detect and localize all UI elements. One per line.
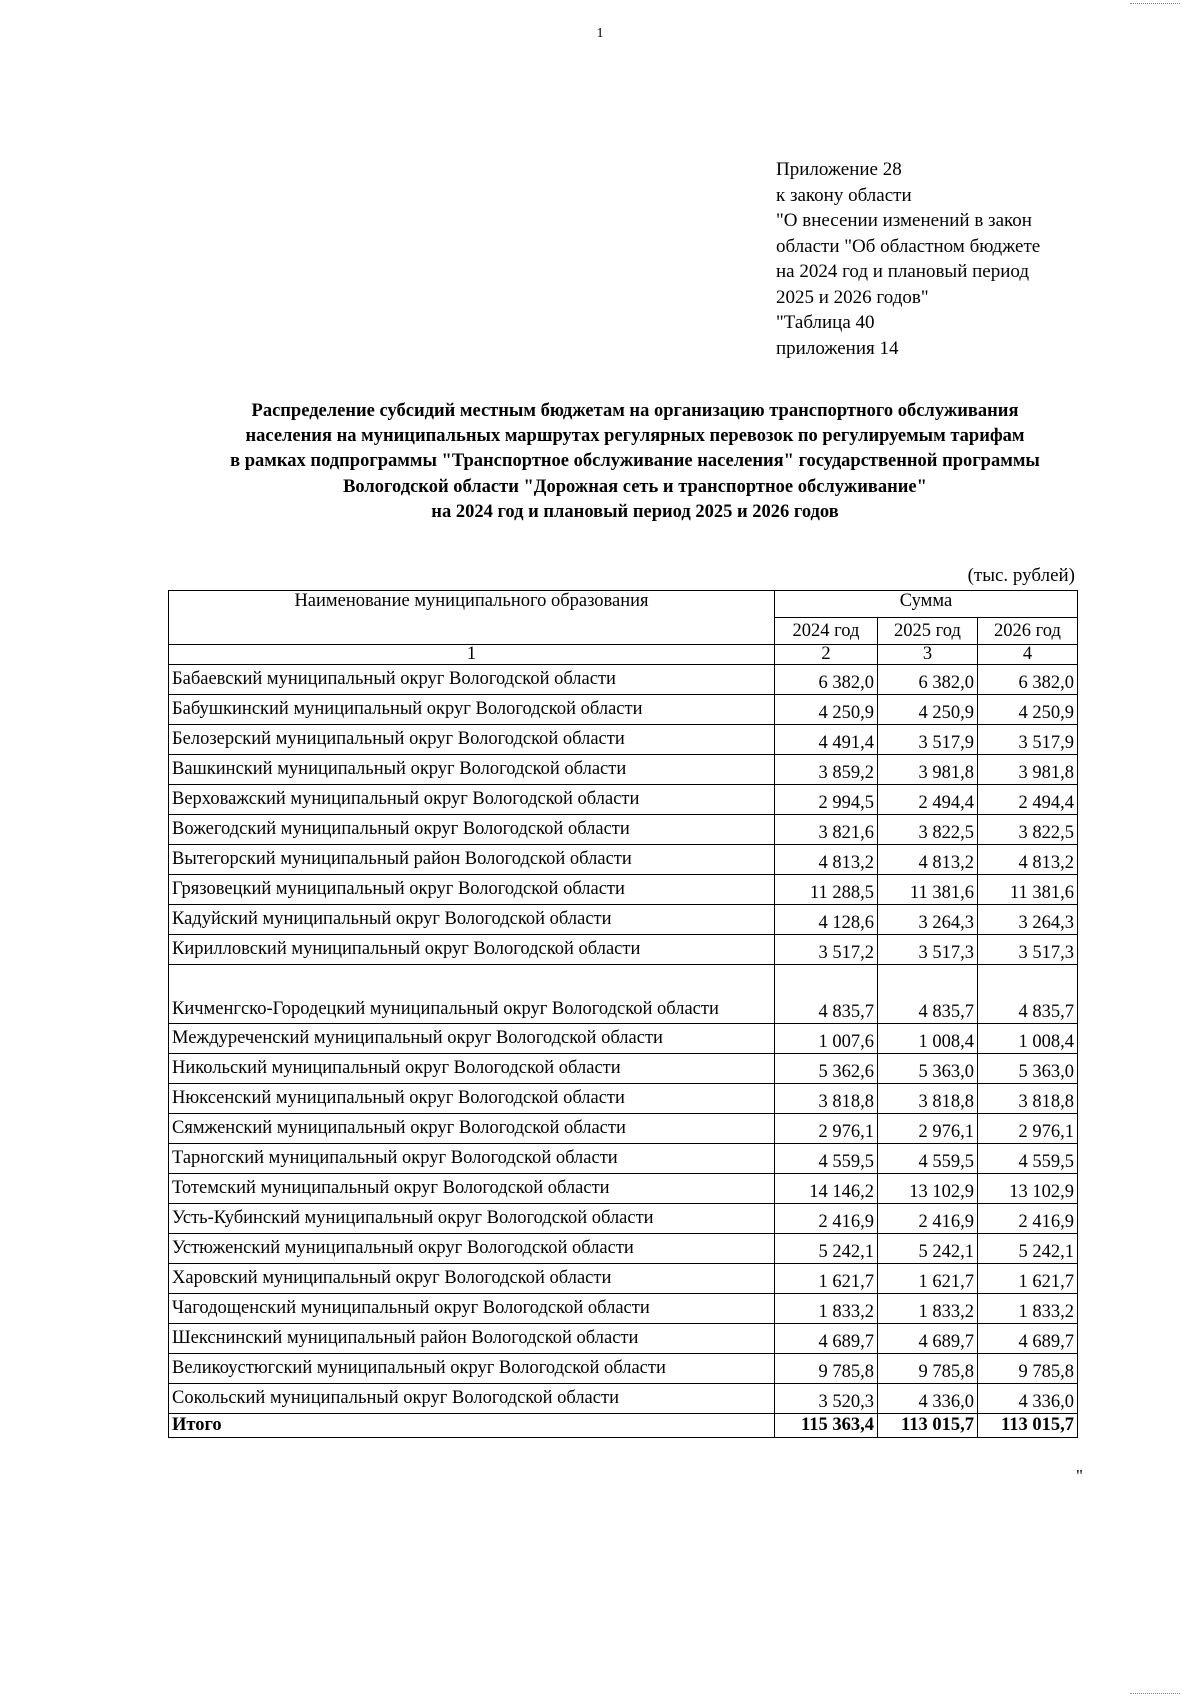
value-2026: 3 264,3 [978,905,1078,935]
value-2025: 3 517,3 [878,935,978,965]
header-sum: Сумма [775,591,1078,618]
municipality-name: Шекснинский муниципальный район Вологодской области [169,1324,775,1354]
scan-edge-mark-top [1130,0,1180,4]
value-2024: 2 994,5 [775,785,878,815]
table-row [169,725,1078,755]
value-2025: 2 494,4 [878,785,978,815]
header-name: Наименование муниципального образования [169,591,775,645]
value-2026: 11 381,6 [978,875,1078,905]
municipality-name: Кадуйский муниципальный округ Вологодской области [169,905,775,935]
value-2025: 4 835,7 [878,965,978,1024]
value-2024: 1 007,6 [775,1024,878,1054]
value-2025: 4 689,7 [878,1324,978,1354]
municipality-name: Верховажский муниципальный округ Вологодской области [169,785,775,815]
value-2026: 4 250,9 [978,695,1078,725]
value-2024: 4 491,4 [775,725,878,755]
table-row [169,695,1078,725]
subsidy-table [168,590,1078,1438]
column-number: 4 [978,645,1078,665]
table-row [169,1144,1078,1174]
value-2025: 5 242,1 [878,1234,978,1264]
value-2025: 1 621,7 [878,1264,978,1294]
municipality-name: Тарногский муниципальный округ Вологодской области [169,1144,775,1174]
table-row [169,1384,1078,1414]
value-2026: 13 102,9 [978,1174,1078,1204]
value-2024: 4 559,5 [775,1144,878,1174]
value-2025: 9 785,8 [878,1354,978,1384]
appendix-line: Приложение 28 [776,159,902,180]
value-2026: 3 981,8 [978,755,1078,785]
table-total-row [169,1414,1078,1438]
value-2024: 11 288,5 [775,875,878,905]
total-2024: 115 363,4 [775,1414,878,1438]
table-row [169,1024,1078,1054]
table-row [169,785,1078,815]
value-2025: 1 833,2 [878,1294,978,1324]
value-2026: 3 517,3 [978,935,1078,965]
value-2026: 1 621,7 [978,1264,1078,1294]
table-row [169,845,1078,875]
table-row [169,1354,1078,1384]
value-2024: 4 250,9 [775,695,878,725]
value-2025: 4 559,5 [878,1144,978,1174]
total-label: Итого [169,1414,775,1438]
column-number: 1 [169,645,775,665]
municipality-name: Харовский муниципальный округ Вологодской области [169,1264,775,1294]
value-2024: 4 128,6 [775,905,878,935]
value-2025: 4 336,0 [878,1384,978,1414]
units-label: (тыс. рублей) [967,565,1075,586]
appendix-line: области "Об областном бюджете [776,235,1041,257]
value-2025: 3 981,8 [878,755,978,785]
table-row [169,1204,1078,1234]
value-2026: 4 336,0 [978,1384,1078,1414]
value-2025: 4 250,9 [878,695,978,725]
table-header-row [169,591,1078,618]
appendix-line: к закону области [776,184,912,206]
title-line: в рамках подпрограммы "Транспортное обслуживание населения" государственной программы [230,451,1040,472]
value-2024: 4 835,7 [775,965,878,1024]
municipality-name: Кичменгско-Городецкий муниципальный округ Вологодской области [169,965,775,1024]
table-row [169,905,1078,935]
appendix-line: 2025 и 2026 годов" [776,286,929,308]
value-2026: 4 835,7 [978,965,1078,1024]
table-body [169,665,1078,1414]
title-line: Вологодской области "Дорожная сеть и транспортное обслуживание" [343,476,927,497]
value-2025: 13 102,9 [878,1174,978,1204]
municipality-name: Великоустюгский муниципальный округ Вологодской области [169,1354,775,1384]
value-2026: 3 517,9 [978,725,1078,755]
scan-edge-mark-bottom [1130,1693,1180,1697]
value-2025: 6 382,0 [878,665,978,695]
value-2026: 2 416,9 [978,1204,1078,1234]
value-2025: 1 008,4 [878,1024,978,1054]
value-2024: 1 833,2 [775,1294,878,1324]
table-row [169,965,1078,1024]
value-2024: 6 382,0 [775,665,878,695]
table-row [169,665,1078,695]
table-row [169,815,1078,845]
appendix-reference [776,157,1136,361]
table-row [169,1174,1078,1204]
municipality-name: Сямженский муниципальный округ Вологодской области [169,1114,775,1144]
title-line: населения на муниципальных маршрутах регулярных перевозок по регулируемым тарифам [245,426,1025,447]
total-2025: 113 015,7 [878,1414,978,1438]
value-2024: 3 818,8 [775,1084,878,1114]
value-2024: 3 859,2 [775,755,878,785]
value-2026: 4 559,5 [978,1144,1078,1174]
title-line: на 2024 год и плановый период 2025 и 2026 годов [431,501,839,522]
table-row [169,935,1078,965]
title-line: Распределение субсидий местным бюджетам на организацию транспортного обслуживания [251,401,1019,421]
table-row [169,1264,1078,1294]
value-2026: 9 785,8 [978,1354,1078,1384]
value-2025: 5 363,0 [878,1054,978,1084]
table-row [169,1234,1078,1264]
municipality-name: Вашкинский муниципальный округ Вологодской области [169,755,775,785]
appendix-line: на 2024 год и плановый период [776,261,1030,282]
municipality-name: Междуреченский муниципальный округ Вологодской области [169,1024,775,1054]
total-2026: 113 015,7 [978,1414,1078,1438]
page-number: 1 [596,26,604,41]
value-2024: 4 689,7 [775,1324,878,1354]
value-2024: 4 813,2 [775,845,878,875]
value-2025: 3 818,8 [878,1084,978,1114]
municipality-name: Белозерский муниципальный округ Вологодской области [169,725,775,755]
value-2026: 4 813,2 [978,845,1078,875]
header-year-2025: 2025 год [878,618,978,645]
value-2025: 2 976,1 [878,1114,978,1144]
municipality-name: Усть-Кубинский муниципальный округ Вологодской области [169,1204,775,1234]
municipality-name: Чагодощенский муниципальный округ Вологодской области [169,1294,775,1324]
document-title [0,399,1200,525]
value-2026: 5 242,1 [978,1234,1078,1264]
value-2025: 4 813,2 [878,845,978,875]
value-2024: 3 821,6 [775,815,878,845]
value-2026: 2 976,1 [978,1114,1078,1144]
appendix-line: приложения 14 [776,337,899,359]
value-2026: 6 382,0 [978,665,1078,695]
value-2025: 3 264,3 [878,905,978,935]
value-2024: 14 146,2 [775,1174,878,1204]
municipality-name: Бабаевский муниципальный округ Вологодской области [169,665,775,695]
value-2025: 3 517,9 [878,725,978,755]
table-row [169,875,1078,905]
table-row [169,1054,1078,1084]
value-2026: 1 833,2 [978,1294,1078,1324]
closing-quote: " [1076,1466,1083,1485]
value-2024: 3 517,2 [775,935,878,965]
header-year-2026: 2026 год [978,618,1078,645]
municipality-name: Кирилловский муниципальный округ Вологодской области [169,935,775,965]
value-2026: 4 689,7 [978,1324,1078,1354]
value-2024: 1 621,7 [775,1264,878,1294]
value-2026: 3 822,5 [978,815,1078,845]
value-2025: 2 416,9 [878,1204,978,1234]
table-column-numbers-row [169,645,1078,665]
appendix-line: "Таблица 40 [776,312,875,333]
column-number: 2 [775,645,878,665]
table-row [169,1114,1078,1144]
value-2024: 2 416,9 [775,1204,878,1234]
value-2026: 3 818,8 [978,1084,1078,1114]
value-2025: 11 381,6 [878,875,978,905]
value-2025: 3 822,5 [878,815,978,845]
value-2024: 5 362,6 [775,1054,878,1084]
appendix-line: "О внесении изменений в закон [776,210,1032,231]
value-2026: 1 008,4 [978,1024,1078,1054]
column-number: 3 [878,645,978,665]
municipality-name: Сокольский муниципальный округ Вологодской области [169,1384,775,1414]
municipality-name: Бабушкинский муниципальный округ Вологодской области [169,695,775,725]
municipality-name: Грязовецкий муниципальный округ Вологодской области [169,875,775,905]
municipality-name: Вожегодский муниципальный округ Вологодской области [169,815,775,845]
value-2024: 5 242,1 [775,1234,878,1264]
municipality-name: Никольский муниципальный округ Вологодской области [169,1054,775,1084]
value-2024: 3 520,3 [775,1384,878,1414]
municipality-name: Тотемский муниципальный округ Вологодской области [169,1174,775,1204]
table-row [169,1294,1078,1324]
value-2026: 5 363,0 [978,1054,1078,1084]
table-row [169,1324,1078,1354]
value-2026: 2 494,4 [978,785,1078,815]
value-2024: 2 976,1 [775,1114,878,1144]
municipality-name: Нюксенский муниципальный округ Вологодской области [169,1084,775,1114]
municipality-name: Вытегорский муниципальный район Вологодской области [169,845,775,875]
municipality-name: Устюженский муниципальный округ Вологодской области [169,1234,775,1264]
header-year-2024: 2024 год [775,618,878,645]
value-2024: 9 785,8 [775,1354,878,1384]
table-row [169,755,1078,785]
table-row [169,1084,1078,1114]
